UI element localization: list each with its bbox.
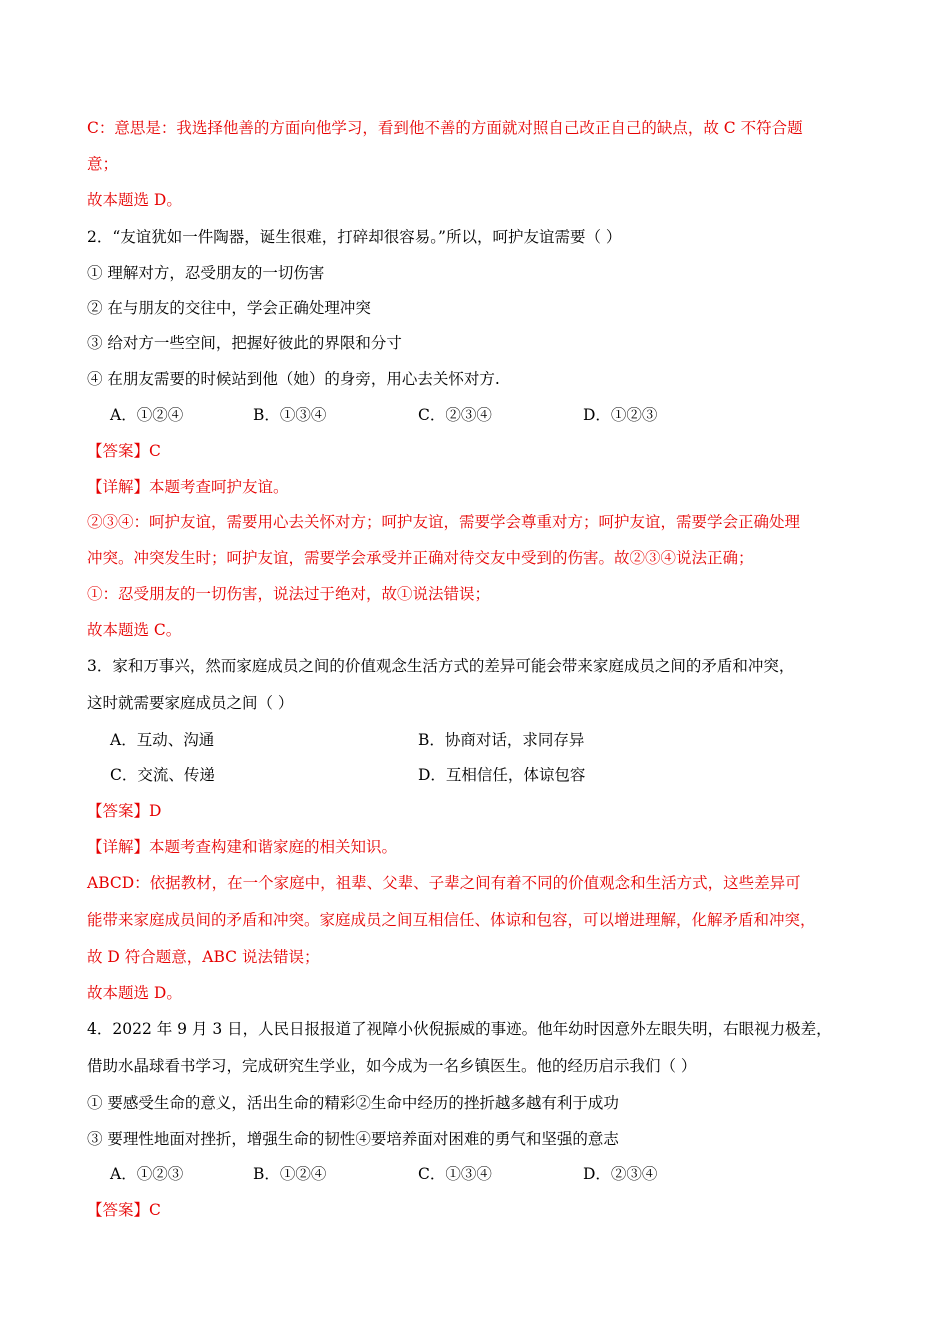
q3-explain-line3: 故 D 符合题意，ABC 说法错误； xyxy=(87,948,320,966)
q4-option-d: D．②③④ xyxy=(583,1165,658,1183)
q2-option-c: C．②③④ xyxy=(418,406,492,424)
q1-conclusion: 故本题选 D。 xyxy=(87,191,182,209)
q3-option-d: D．互相信任，体谅包容 xyxy=(418,766,586,784)
q4-option-a: A．①②③ xyxy=(110,1165,184,1183)
q4-stem-line1: 4．2022 年 9 月 3 日，人民日报报道了视障小伙倪振威的事迹。他年幼时因意外左眼失明，右眼视力极差， xyxy=(87,1020,832,1038)
q4-item-line1: ① 要感受生命的意义，活出生命的精彩②生命中经历的挫折越多越有利于成功 xyxy=(87,1094,619,1112)
q2-detail: 【详解】本题考查呵护友谊。 xyxy=(87,478,289,496)
q3-option-c: C．交流、传递 xyxy=(110,766,215,784)
q4-stem-line2: 借助水晶球看书学习，完成研究生学业，如今成为一名乡镇医生。他的经历启示我们（ ） xyxy=(87,1057,697,1075)
q3-option-b: B．协商对话，求同存异 xyxy=(418,731,585,749)
q2-item-2: ② 在与朋友的交往中，学会正确处理冲突 xyxy=(87,299,371,317)
q3-option-a: A．互动、沟通 xyxy=(110,731,215,749)
q3-conclusion: 故本题选 D。 xyxy=(87,984,182,1002)
q2-explain-line2: 冲突。冲突发生时；呵护友谊，需要学会承受并正确对待交友中受到的伤害。故②③④说法正确； xyxy=(87,549,754,567)
q2-option-a: A．①②④ xyxy=(110,406,184,424)
q3-explain-line2: 能带来家庭成员间的矛盾和冲突。家庭成员之间互相信任、体谅和包容，可以增进理解，化解矛盾和冲突， xyxy=(87,911,816,929)
q2-item-1: ① 理解对方，忍受朋友的一切伤害 xyxy=(87,264,325,282)
q3-detail: 【详解】本题考查构建和谐家庭的相关知识。 xyxy=(87,838,398,856)
q2-answer: 【答案】C xyxy=(87,442,161,460)
q2-option-d: D．①②③ xyxy=(583,406,658,424)
q3-explain-line1: ABCD：依据教材，在一个家庭中，祖辈、父辈、子辈之间有着不同的价值观念和生活方式，这些差异可 xyxy=(87,874,801,892)
q4-option-b: B．①②④ xyxy=(253,1165,327,1183)
q1-explain-c-line2: 意； xyxy=(87,155,119,173)
q2-explain-line3: ①：忍受朋友的一切伤害，说法过于绝对，故①说法错误； xyxy=(87,585,491,603)
q3-answer: 【答案】D xyxy=(87,802,162,820)
q2-conclusion: 故本题选 C。 xyxy=(87,621,182,639)
q2-explain-line1: ②③④：呵护友谊，需要用心去关怀对方；呵护友谊，需要学会尊重对方；呵护友谊，需要学会正确处理 xyxy=(87,513,801,531)
q1-explain-c-line1: C：意思是：我选择他善的方面向他学习，看到他不善的方面就对照自己改正自己的缺点，故 C 不符合题 xyxy=(87,119,803,137)
q4-answer: 【答案】C xyxy=(87,1201,161,1219)
q3-stem-line1: 3．家和万事兴，然而家庭成员之间的价值观念生活方式的差异可能会带来家庭成员之间的矛盾和冲突， xyxy=(87,657,795,675)
q4-option-c: C．①③④ xyxy=(418,1165,492,1183)
q2-item-4: ④ 在朋友需要的时候站到他（她）的身旁，用心去关怀对方. xyxy=(87,370,500,388)
q2-option-b: B．①③④ xyxy=(253,406,327,424)
q4-item-line2: ③ 要理性地面对挫折，增强生命的韧性④要培养面对困难的勇气和坚强的意志 xyxy=(87,1130,619,1148)
q2-stem: 2．“友谊犹如一件陶器，诞生很难，打碎却很容易。”所以，呵护友谊需要（ ） xyxy=(87,228,622,246)
q2-item-3: ③ 给对方一些空间，把握好彼此的界限和分寸 xyxy=(87,334,402,352)
q3-stem-line2: 这时就需要家庭成员之间（ ） xyxy=(87,694,294,712)
